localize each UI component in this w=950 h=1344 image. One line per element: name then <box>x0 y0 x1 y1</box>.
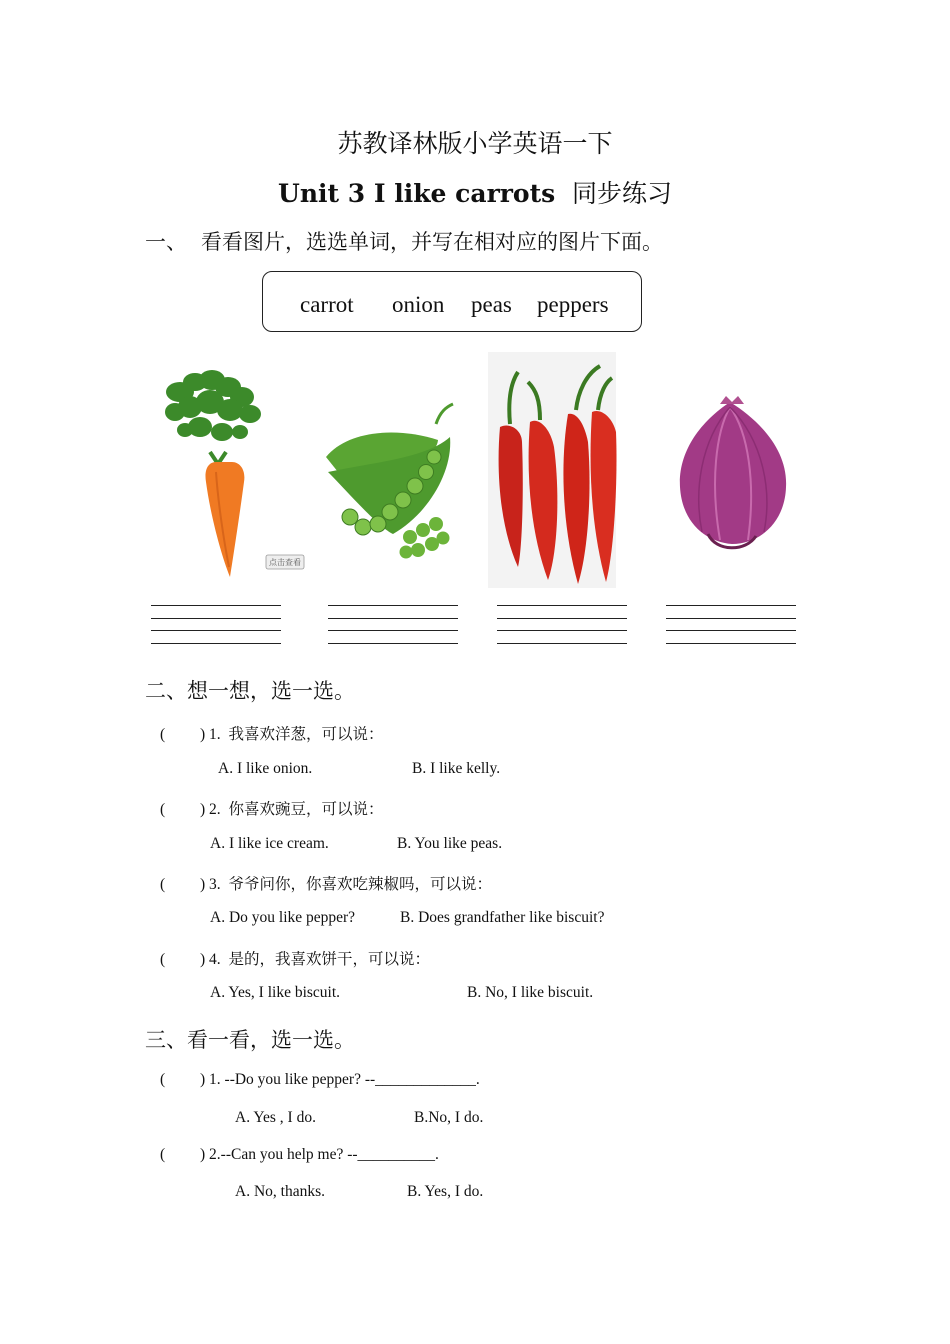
answer-paren[interactable]: ( <box>160 1071 166 1088</box>
answer-paren[interactable]: ( <box>160 801 166 818</box>
s3-q2-option-a[interactable]: A. No, thanks. <box>235 1183 325 1200</box>
carrot-leaves <box>165 370 261 441</box>
s2-question-4 <box>160 947 430 969</box>
answer-lines-4[interactable] <box>666 605 796 655</box>
s2-q3-option-a[interactable]: A. Do you like pepper? <box>210 909 356 926</box>
answer-paren[interactable]: ( <box>160 726 166 743</box>
chili-peppers-image <box>482 352 622 588</box>
word-peppers: peppers <box>537 292 609 317</box>
peas-image <box>318 352 458 588</box>
answer-lines-3[interactable] <box>497 605 627 655</box>
s2-question-3 <box>160 872 492 894</box>
answer-paren[interactable]: ( <box>160 876 166 893</box>
s2-q1-option-b[interactable]: B. I like kelly. <box>412 760 501 777</box>
s2-question-2 <box>160 797 384 819</box>
s2-q2-option-a[interactable]: A. I like ice cream. <box>210 835 329 852</box>
s2-q1-option-a[interactable]: A. I like onion. <box>218 760 313 777</box>
question-text: ) 2.--Can you help me? --__________. <box>200 1146 439 1163</box>
answer-lines-1[interactable] <box>151 605 281 655</box>
question-number: ) 1. <box>200 726 221 743</box>
answer-paren[interactable]: ( <box>160 1146 166 1163</box>
s2-q4-option-a[interactable]: A. Yes, I like biscuit. <box>210 984 341 1001</box>
question-number: ) 3. <box>200 876 221 893</box>
word-carrot: carrot <box>300 292 354 317</box>
question-number: ) 2. <box>200 801 221 818</box>
question-text: 爷爷问你，你喜欢吃辣椒吗，可以说： <box>228 876 493 893</box>
question-text: 是的，我喜欢饼干，可以说： <box>228 951 431 968</box>
s2-q2-option-b[interactable]: B. You like peas. <box>397 835 503 852</box>
question-text: 你喜欢豌豆，可以说： <box>228 801 384 818</box>
s2-q3-option-b[interactable]: B. Does grandfather like biscuit? <box>400 909 605 926</box>
red-onion-image <box>660 352 800 588</box>
word-onion: onion <box>392 292 445 317</box>
carrot-image <box>150 352 301 588</box>
section-1-heading <box>145 226 663 256</box>
question-text: 我喜欢洋葱，可以说： <box>228 726 384 743</box>
s3-q2-option-b[interactable]: B. Yes, I do. <box>407 1183 484 1200</box>
section-1-instruction: 看看图片，选选单词，并写在相对应的图片下面。 <box>201 230 663 254</box>
s3-question-2 <box>160 1146 439 1164</box>
question-text: ) 1. --Do you like pepper? --_____________. <box>200 1071 480 1088</box>
carrot-tag: 点击查看 <box>269 558 301 567</box>
s3-q1-option-b[interactable]: B.No, I do. <box>414 1109 484 1126</box>
page-subtitle <box>0 174 950 210</box>
s3-question-1 <box>160 1071 480 1089</box>
subtitle-chinese: 同步练习 <box>571 179 672 208</box>
section-2-heading: 二、想一想，选一选。 <box>145 679 355 703</box>
answer-paren[interactable]: ( <box>160 951 166 968</box>
subtitle-english: Unit 3 I like carrots <box>278 179 556 208</box>
page-title: 苏教译林版小学英语一下 <box>337 129 613 158</box>
word-peas: peas <box>471 292 512 317</box>
s3-q1-option-a[interactable]: A. Yes , I do. <box>235 1109 316 1126</box>
s2-q4-option-b[interactable]: B. No, I like biscuit. <box>467 984 594 1001</box>
question-number: ) 4. <box>200 951 221 968</box>
section-1-number: 一、 <box>145 230 187 254</box>
s2-question-1 <box>160 722 384 744</box>
answer-lines-2[interactable] <box>328 605 458 655</box>
section-3-heading: 三、看一看，选一选。 <box>145 1028 355 1052</box>
